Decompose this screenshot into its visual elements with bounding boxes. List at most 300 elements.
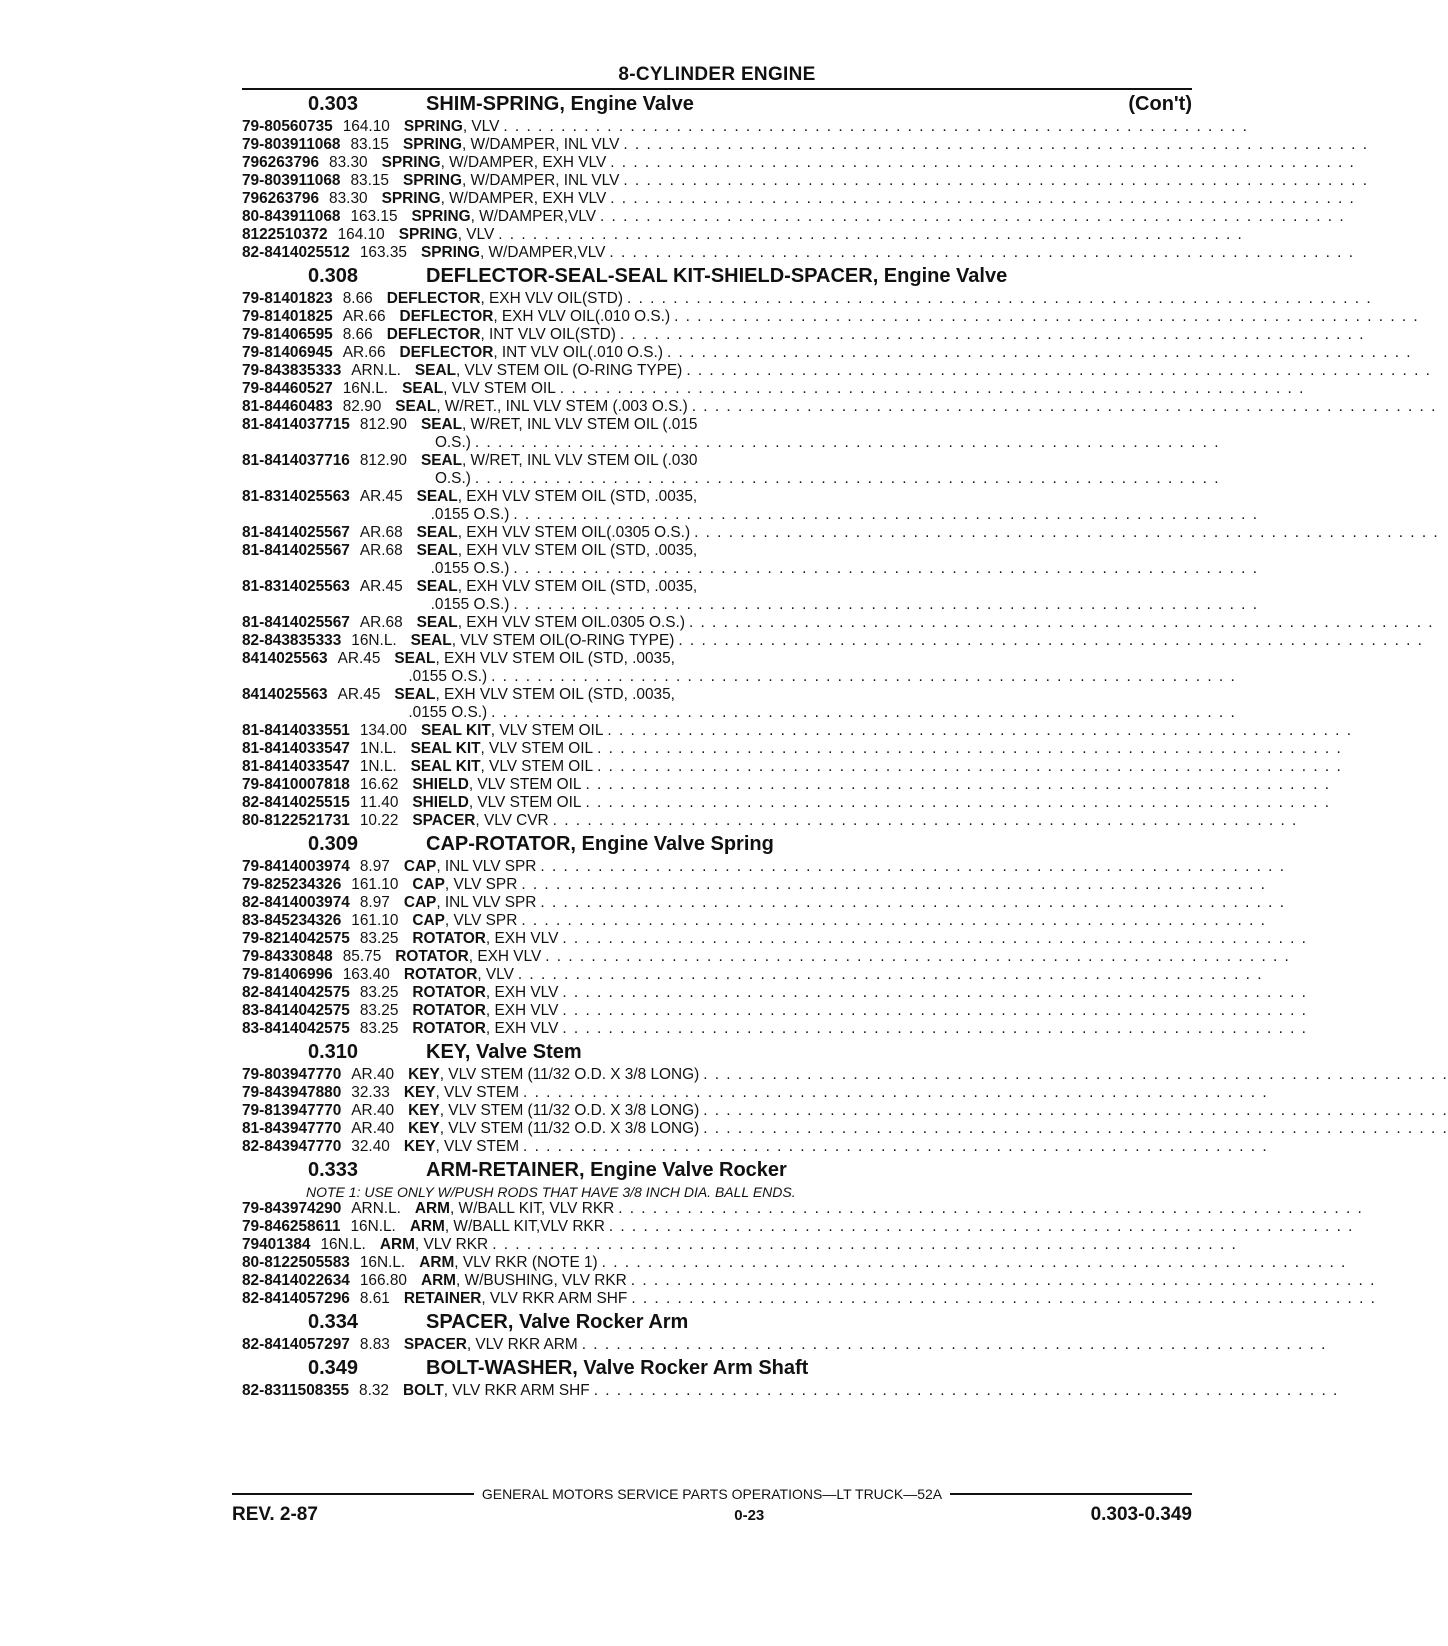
part-row [242,794,1331,812]
price: .45 [359,686,381,703]
part-row [242,226,1244,244]
quantity: 16 [342,380,360,397]
part-name-text [395,398,687,416]
leader-dots: . . . . . . . . . . . . . . . . . . . . . . . . . . . . . . . . . . . . . . . . . . . . . . . . . . . . . . . . . . . . . . . . . [607,722,1353,739]
part-name-line [387,290,1372,308]
price: N.L. [372,362,401,379]
part-row [242,614,1435,632]
part-noun: KEY [403,1084,436,1101]
part-row [242,154,1356,172]
part-row [242,290,1373,308]
part-number: 401825 [281,308,333,325]
part-name-line [412,208,1346,226]
part-name-text [415,362,682,380]
part-number: 22505583 [281,1254,350,1271]
part-name [404,858,1286,876]
part-name-text [415,1200,614,1218]
part-name-continuation [421,470,1220,488]
part-name [404,966,1263,984]
part-noun: DEFLECTOR [386,326,481,343]
part-number: 14037716 [281,452,350,469]
part-name-line [415,362,1432,380]
quantity: 16 [342,118,360,135]
quantity: 16 [351,912,369,929]
part-detail: , VLV STEM (11/32 O.D. X 3/8 LONG) [439,1066,700,1083]
part-number: 10007818 [281,776,350,793]
part-detail: , VLV STEM OIL (O-RING TYPE) [455,362,683,379]
leader-dots: . . . . . . . . . . . . . . . . . . . . . . . . . . . . . . . . . . . . . . . . . . . . . . . . . . . . . . . . . . . . . . . . . [491,668,1237,685]
part-name-line [403,136,1368,154]
part-name-text [408,1120,699,1138]
part-name-text [412,984,558,1002]
part-name [404,1084,1268,1102]
part-number: 14025567 [281,524,350,541]
leader-dots: . . . . . . . . . . . . . . . . . . . . . . . . . . . . . . . . . . . . . . . . . . . . . . . . . . . . . . . . . . . . . . . . . [491,704,1237,721]
part-name-text [412,912,517,930]
part-row [242,966,1263,984]
section-code: 0.308 [308,265,359,287]
part-row [242,1066,1448,1084]
part-name-text [408,1066,699,1084]
part-name-text [417,614,685,632]
part-number: 14025563 [259,650,328,667]
part-name-line [421,722,1353,740]
model-years: 81-84 [242,452,282,469]
model-years: 81-84 [242,740,282,757]
part-detail: , VLV [457,226,495,243]
part-detail: , EXH VLV STEM OIL.0305 O.S.) [457,614,685,631]
model-years: 79-81 [242,344,282,361]
model-years: 81-84 [242,614,282,631]
price: 4.10 [359,118,390,135]
leader-dots: . . . . . . . . . . . . . . . . . . . . . . . . . . . . . . . . . . . . . . . . . . . . . . . . . . . . . . . . . . . . . . . . . [610,154,1356,171]
price: 3.40 [359,966,390,983]
part-number: 14025515 [281,794,350,811]
part-name-text [417,488,698,506]
quantity: 16 [359,1272,377,1289]
part-detail: , INL VLV SPR [436,858,537,875]
part-name-line [412,776,1330,794]
part-noun: ROTATOR [412,1002,486,1019]
price: 6.80 [376,1272,407,1289]
model-years: 79-81 [242,290,282,307]
part-name-text [394,650,675,668]
part-noun: SEAL [416,524,458,541]
part-number: 330848 [281,948,333,965]
part-name [387,290,1372,308]
part-detail-cont: O.S.) [434,434,471,451]
part-row [242,416,1220,452]
price: 1.10 [368,912,399,929]
part-detail: , EXH VLV STEM OIL (STD, .0035, [457,488,698,505]
model-years: 79-82 [242,930,282,947]
quantity: 8 [342,326,352,343]
price: N.L. [337,1236,366,1253]
part-detail: , EXH VLV OIL(.010 O.S.) [493,308,671,325]
part-name [411,758,1343,776]
part-noun: SEAL [394,650,436,667]
price: 3.30 [337,154,368,171]
part-number: 14037715 [281,416,350,433]
model-years: 81-84 [242,722,282,739]
price: N.L. [359,380,389,397]
part-row [242,1200,1364,1218]
quantity: 8 [359,930,369,947]
part-noun: ARM [409,1218,445,1235]
leader-dots: . . . . . . . . . . . . . . . . . . . . . . . . . . . . . . . . . . . . . . . . . . . . . . . . . . . . . . . . . . . . . . . . . [513,560,1259,577]
part-detail-cont: .0155 O.S.) [430,596,510,613]
part-detail: , VLV RKR [414,1236,489,1253]
price: .68 [381,524,403,541]
quantity: AR [351,1120,373,1137]
part-number: 560735 [281,118,333,135]
quantity: AR [359,488,382,505]
part-name [408,1120,1448,1138]
price: .97 [368,858,390,875]
part-name-line [419,1254,1347,1272]
part-row [242,1138,1269,1156]
part-number: 3835333 [281,632,342,649]
part-number: 14042575 [281,1002,350,1019]
part-row [242,1336,1327,1354]
part-name-line [410,1218,1354,1236]
leader-dots: . . . . . . . . . . . . . . . . . . . . . . . . . . . . . . . . . . . . . . . . . . . . . . . . . . . . . . . . . . . . . . . . . [545,948,1291,965]
model-years: 79-84 [242,362,282,379]
part-row [242,344,1413,362]
quantity: 8 [359,1002,369,1019]
part-detail: , EXH VLV STEM OIL (STD, .0035, [457,578,698,595]
part-number: 406945 [281,344,333,361]
part-name [417,542,1259,578]
model-years: 80-81 [242,1254,282,1271]
part-name-line [404,858,1286,876]
part-name-text [387,290,623,308]
part-row [242,758,1343,776]
leader-dots: . . . . . . . . . . . . . . . . . . . . . . . . . . . . . . . . . . . . . . . . . . . . . . . . . . . . . . . . . . . . . . . . . [674,308,1420,325]
price: .22 [376,812,399,829]
part-number: 5234326 [281,912,342,929]
model-years: 79-82 [242,876,282,893]
part-row [242,1218,1354,1236]
part-row [242,930,1308,948]
part-name [411,740,1343,758]
part-name-text [399,226,495,244]
quantity: 8 [359,984,369,1001]
part-name-text [408,1102,699,1120]
part-detail: , W/RET., INL VLV STEM (.003 O.S.) [436,398,688,415]
section-title: SPACER, Valve Rocker Arm [426,1311,689,1333]
price: 3.25 [368,1002,399,1019]
section-heading [242,1308,1192,1336]
part-row [242,172,1369,190]
part-name-line [411,758,1343,776]
price: .66 [351,290,373,307]
part-noun: ROTATOR [403,966,478,983]
part-name-text [421,452,698,470]
part-name-text [410,1218,605,1236]
model-years: 83-84 [242,1002,282,1019]
quantity: 8 [359,894,369,911]
leader-dots: . . . . . . . . . . . . . . . . . . . . . . . . . . . . . . . . . . . . . . . . . . . . . . . . . . . . . . . . . . . . . . . . . [666,344,1413,361]
part-number: 460483 [281,398,333,415]
leader-dots: . . . . . . . . . . . . . . . . . . . . . . . . . . . . . . . . . . . . . . . . . . . . . . . . . . . . . . . . . . . . . . . . . [562,1020,1308,1037]
leader-dots: . . . . . . . . . . . . . . . . . . . . . . . . . . . . . . . . . . . . . . . . . . . . . . . . . . . . . . . . . . . . . . . . . [523,1138,1269,1155]
part-name-text [417,542,698,560]
price: 3.25 [368,930,399,947]
part-detail: , W/BUSHING, VLV RKR [456,1272,627,1289]
part-noun: ROTATOR [412,930,486,947]
part-detail: , EXH VLV [485,930,559,947]
model-years: 79 [242,190,260,207]
part-name-text [404,118,500,136]
part-row [242,398,1437,416]
section-title: CAP-ROTATOR, Engine Valve Spring [426,833,774,855]
leader-dots: . . . . . . . . . . . . . . . . . . . . . . . . . . . . . . . . . . . . . . . . . . . . . . . . . . . . . . . . . . . . . . . . . [703,1120,1448,1137]
part-name-text [417,578,698,596]
part-name-text [417,524,690,542]
price: 12.90 [368,416,407,433]
part-number: 14042575 [281,1020,350,1037]
part-name [412,1002,1307,1020]
price: N.L. [368,632,397,649]
part-name [417,614,1434,632]
part-name-line [412,794,1330,812]
part-noun: ARM [419,1254,455,1271]
model-years: 82-84 [242,1138,282,1155]
quantity: 1 [359,740,369,757]
part-noun: SEAL [416,488,458,505]
part-detail: , VLV STEM [435,1138,520,1155]
part-row [242,632,1424,650]
part-number: 22510372 [259,226,328,243]
part-number: 14003974 [281,894,350,911]
part-name-line [395,398,1437,416]
model-years: 81-84 [242,416,282,433]
part-number: 14025563 [259,686,328,703]
part-name-text [411,740,593,758]
part-row [242,208,1346,226]
price: .33 [368,1084,390,1101]
part-name-line [408,1102,1448,1120]
part-detail: , EXH VLV STEM OIL(.0305 O.S.) [457,524,691,541]
part-number: 14025563 [281,578,350,595]
part-name [394,686,1236,722]
quantity: AR [351,1200,373,1217]
part-noun: SPRING [402,136,462,153]
quantity: 1 [359,794,369,811]
model-years: 81 [242,226,260,243]
leader-dots: . . . . . . . . . . . . . . . . . . . . . . . . . . . . . . . . . . . . . . . . . . . . . . . . . . . . . . . . . . . . . . . . . [581,1336,1327,1353]
part-name-text [394,686,675,704]
part-noun: SPRING [420,244,480,261]
part-name-text [403,1382,590,1400]
part-row [242,740,1343,758]
part-name-line [395,948,1290,966]
part-row [242,244,1355,262]
part-row [242,380,1305,398]
part-name-text [412,776,581,794]
quantity: 32 [351,1138,369,1155]
part-number: 6263796 [259,190,320,207]
part-name [404,1290,1377,1308]
part-detail: , VLV STEM OIL [480,758,594,775]
quantity: AR [342,344,365,361]
section-heading [242,90,1192,118]
model-years: 81-84 [242,398,282,415]
model-years: 84 [242,686,260,703]
leader-dots: . . . . . . . . . . . . . . . . . . . . . . . . . . . . . . . . . . . . . . . . . . . . . . . . . . . . . . . . . . . . . . . . . [517,966,1263,983]
model-years: 80-84 [242,208,282,225]
part-detail: , W/BALL KIT,VLV RKR [444,1218,605,1235]
part-name-text [382,190,607,208]
part-number: 5234326 [281,876,342,893]
parts-catalog-page [242,64,1448,1400]
part-name-line [417,542,1259,560]
quantity: 16 [320,1236,338,1253]
part-row [242,190,1356,208]
model-years: 79-84 [242,1218,282,1235]
leader-dots: . . . . . . . . . . . . . . . . . . . . . . . . . . . . . . . . . . . . . . . . . . . . . . . . . . . . . . . . . . . . . . . . . [623,172,1369,189]
part-name-line [382,154,1356,172]
part-detail: , W/DAMPER,VLV [479,244,606,261]
section-note: NOTE 1: USE ONLY W/PUSH RODS THAT HAVE 3/8 INCH DIA. BALL ENDS. [306,1184,796,1200]
part-detail: , VLV STEM OIL [443,380,556,397]
quantity: 16 [337,226,355,243]
model-years: 79-80 [242,172,282,189]
part-noun: SHIELD [412,776,469,793]
section-heading [242,1156,1192,1184]
part-row [242,308,1420,326]
leader-dots: . . . . . . . . . . . . . . . . . . . . . . . . . . . . . . . . . . . . . . . . . . . . . . . . . . . . . . . . . . . . . . . . . [618,1200,1364,1217]
sections [242,90,1448,1400]
leader-dots: . . . . . . . . . . . . . . . . . . . . . . . . . . . . . . . . . . . . . . . . . . . . . . . . . . . . . . . . . . . . . . . . . [521,912,1267,929]
price: 34.00 [368,722,407,739]
part-noun: SHIELD [412,794,469,811]
quantity: 8 [329,190,338,207]
quantity: 16 [351,632,369,649]
part-detail: , VLV RKR (NOTE 1) [454,1254,598,1271]
part-noun: DEFLECTOR [386,290,481,307]
model-years: 79-80 [242,118,282,135]
section-title: SHIM-SPRING, Engine Valve [426,93,694,115]
price: N.L. [367,1218,396,1235]
part-name [412,794,1330,812]
part-name [395,398,1437,416]
section-heading [242,830,1192,858]
part-row [242,1020,1308,1038]
part-name [421,722,1353,740]
quantity: 8 [342,290,352,307]
quantity: 1 [359,722,369,739]
price: .45 [381,578,403,595]
part-row [242,812,1298,830]
part-detail: , VLV [477,966,514,983]
part-detail: , VLV STEM OIL [468,776,582,793]
part-noun: SPACER [412,812,476,829]
part-row [242,488,1259,524]
section-heading [242,262,1192,290]
part-number: 14042575 [281,984,350,1001]
part-noun: ROTATOR [412,1020,486,1037]
part-name [404,894,1286,912]
part-row [242,858,1286,876]
price: N.L. [368,740,397,757]
part-name-text [421,722,603,740]
part-row [242,1084,1269,1102]
part-name-line [400,344,1413,362]
part-detail: , EXH VLV STEM OIL (STD, .0035, [435,686,675,703]
revision-label: REV. 2-87 [232,1504,318,1525]
part-name-text [421,244,605,262]
part-name [411,632,1424,650]
part-number: 3947770 [281,1138,342,1155]
part-row [242,452,1220,488]
part-number: 406595 [281,326,333,343]
part-noun: SEAL KIT [410,740,481,757]
part-noun: SEAL [416,578,458,595]
part-detail: , VLV RKR ARM SHF [443,1382,590,1399]
price: .32 [367,1382,389,1399]
part-name [380,1236,1237,1254]
quantity: 8 [359,452,369,469]
part-name [382,154,1356,172]
part-detail: , VLV RKR ARM [466,1336,578,1353]
part-name [404,1336,1327,1354]
part-name-line [382,190,1356,208]
part-name-line [403,172,1368,190]
part-name-text [404,1336,578,1354]
part-detail: , W/RET, INL VLV STEM OIL (.030 [461,452,698,469]
part-number: 14025567 [281,542,350,559]
price: .40 [368,1138,390,1155]
price: 3.15 [359,136,389,153]
part-noun: ARM [414,1200,450,1217]
part-name [421,416,1220,452]
model-years: 79-80 [242,136,282,153]
part-name-text [411,758,593,776]
part-detail: , W/BALL KIT, VLV RKR [449,1200,615,1217]
quantity: 8 [359,1290,369,1307]
part-number: 6258611 [281,1218,341,1235]
part-number: 14042575 [281,930,350,947]
price: 4.10 [354,226,385,243]
quantity: 8 [359,416,369,433]
part-detail: , EXH VLV [485,984,559,1001]
part-noun: BOLT [402,1382,444,1399]
leader-dots: . . . . . . . . . . . . . . . . . . . . . . . . . . . . . . . . . . . . . . . . . . . . . . . . . . . . . . . . . . . . . . . . . [703,1066,1448,1083]
leader-dots: . . . . . . . . . . . . . . . . . . . . . . . . . . . . . . . . . . . . . . . . . . . . . . . . . . . . . . . . . . . . . . . . . [691,398,1437,415]
price: .68 [381,542,403,559]
price: 3.35 [376,244,407,261]
part-name-continuation [394,704,1236,722]
part-number: 3947880 [281,1084,342,1101]
leader-dots: . . . . . . . . . . . . . . . . . . . . . . . . . . . . . . . . . . . . . . . . . . . . . . . . . . . . . . . . . . . . . . . . . [492,1236,1238,1253]
part-detail: , EXH VLV STEM OIL (STD, .0035, [435,650,675,667]
part-name [403,172,1368,190]
part-detail: , W/DAMPER, EXH VLV [440,154,607,171]
section-code: 0.349 [308,1357,359,1379]
model-years: 79 [242,1236,260,1253]
part-noun: SEAL [416,542,458,559]
part-detail: , VLV STEM OIL(O-RING TYPE) [451,632,675,649]
part-name [415,362,1432,380]
section-heading [242,1038,1192,1066]
part-name-line [403,1382,1339,1400]
leader-dots: . . . . . . . . . . . . . . . . . . . . . . . . . . . . . . . . . . . . . . . . . . . . . . . . . . . . . . . . . . . . . . . . . [585,776,1331,793]
leader-dots: . . . . . . . . . . . . . . . . . . . . . . . . . . . . . . . . . . . . . . . . . . . . . . . . . . . . . . . . . . . . . . . . . [688,614,1435,631]
section-code: 0.334 [308,1311,359,1333]
part-name-line [412,1002,1307,1020]
